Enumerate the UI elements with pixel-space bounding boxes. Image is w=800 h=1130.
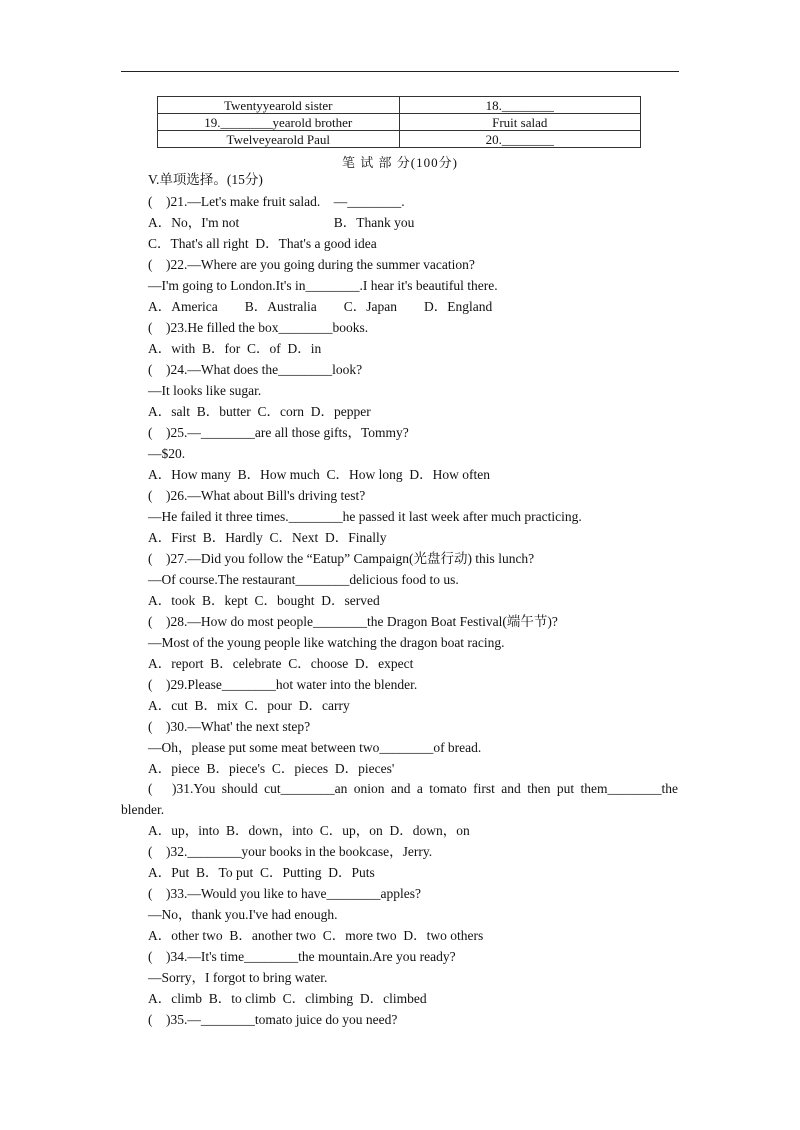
question-line: ( )34.—It's time________the mountain.Are you ready? bbox=[148, 949, 456, 964]
question-line: ( )26.—What about Bill's driving test? bbox=[148, 488, 366, 503]
question-line: A．with B．for C．of D．in bbox=[148, 341, 322, 356]
question-line: —No，thank you.I've had enough. bbox=[148, 907, 338, 922]
question-line: A．piece B．piece's C．pieces D．pieces' bbox=[148, 761, 395, 776]
question-line: —It looks like sugar. bbox=[148, 383, 262, 398]
question-line: ( )23.He filled the box________books. bbox=[148, 320, 369, 335]
question-line: A．climb B．to climb C．climbing D．climbed bbox=[148, 991, 427, 1006]
table-cell: 19.________yearold brother bbox=[158, 114, 400, 131]
question-line: A．First B．Hardly C．Next D．Finally bbox=[148, 530, 387, 545]
question-line: ( )27.—Did you follow the “Eatup” Campaign(光盘行动) this lunch? bbox=[148, 551, 535, 566]
question-line: A．Put B．To put C．Putting D．Puts bbox=[148, 865, 375, 880]
answer-table bbox=[157, 96, 641, 148]
question-line: A．America B．Australia C．Japan D．England bbox=[148, 299, 493, 314]
question-line: ( )30.—What' the next step? bbox=[148, 719, 311, 734]
question-line: ( )35.—________tomato juice do you need? bbox=[148, 1012, 398, 1027]
table-row bbox=[158, 97, 641, 114]
question-line: —Sorry，I forgot to bring water. bbox=[148, 970, 328, 985]
table-row bbox=[158, 131, 641, 148]
question-line: —Of course.The restaurant________delicious food to us. bbox=[148, 572, 459, 587]
question-line: A．cut B．mix C．pour D．carry bbox=[148, 698, 350, 713]
part-heading: V.单项选择。(15分) bbox=[148, 172, 263, 187]
question-line: ( )28.—How do most people________the Dragon Boat Festival(端午节)? bbox=[148, 614, 558, 629]
table-cell: Fruit salad bbox=[399, 114, 641, 131]
top-rule bbox=[121, 71, 679, 72]
question-line: —Oh，please put some meat between two________of bread. bbox=[148, 740, 482, 755]
question-line: —I'm going to London.It's in________.I hear it's beautiful there. bbox=[148, 278, 498, 293]
question-line: A．up，into B．down，into C．up，on D．down，on bbox=[148, 823, 470, 838]
question-line: ( )31.You should cut________an onion and a tomato first and then put them________the bbox=[148, 781, 678, 796]
table-cell: Twentyyearold sister bbox=[158, 97, 400, 114]
question-line: —He failed it three times.________he passed it last week after much practicing. bbox=[148, 509, 582, 524]
table-row bbox=[158, 114, 641, 131]
question-line: A．report B．celebrate C．choose D．expect bbox=[148, 656, 414, 671]
question-line: A．How many B．How much C．How long D．How often bbox=[148, 467, 490, 482]
question-line: —Most of the young people like watching the dragon boat racing. bbox=[148, 635, 505, 650]
question-line: ( )22.—Where are you going during the summer vacation? bbox=[148, 257, 475, 272]
question-line: ( )33.—Would you like to have________apples? bbox=[148, 886, 421, 901]
question-line: ( )32.________your books in the bookcase，Jerry. bbox=[148, 844, 433, 859]
question-line: ( )21.—Let's make fruit salad. —________. bbox=[148, 194, 405, 209]
table-cell: Twelveyearold Paul bbox=[158, 131, 400, 148]
question-line: —$20. bbox=[148, 446, 186, 461]
question-line: ( )24.—What does the________look? bbox=[148, 362, 363, 377]
question-line: C．That's all right D．That's a good idea bbox=[148, 236, 377, 251]
table-cell: 18.________ bbox=[399, 97, 641, 114]
section-title: 笔 试 部 分(100分) bbox=[342, 155, 458, 170]
question-line: ( )29.Please________hot water into the blender. bbox=[148, 677, 418, 692]
question-line: blender. bbox=[121, 802, 165, 817]
question-line: A．No，I'm not B．Thank you bbox=[148, 215, 415, 230]
question-line: ( )25.—________are all those gifts，Tommy? bbox=[148, 425, 409, 440]
question-line: A．other two B．another two C．more two D．two others bbox=[148, 928, 484, 943]
question-line: A．took B．kept C．bought D．served bbox=[148, 593, 380, 608]
question-line: A．salt B．butter C．corn D．pepper bbox=[148, 404, 371, 419]
table-cell: 20.________ bbox=[399, 131, 641, 148]
